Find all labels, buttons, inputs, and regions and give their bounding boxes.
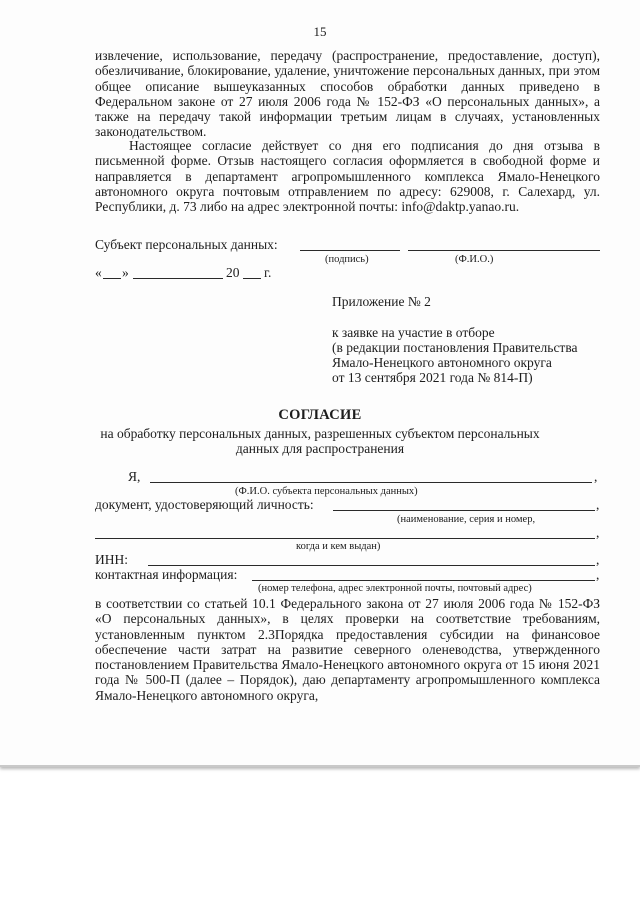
date-month-line: [133, 278, 223, 279]
consent-subtitle-2: данных для распространения: [235, 441, 405, 456]
document-caption: (наименование, серия и номер,: [397, 514, 536, 525]
validity-paragraph: Настоящее согласие действует со дня его подписания до дня отзыва в письменной форме. Отзыв настоящего согласия оформляется в свободной форме и направляется в департамент агропромышленного комплекса Ямало-Ненецкого автономного округа почтовым отправлением по адресу: 629008, г. Салехард, ул. Республики, д. 73 либо на адрес электронной почты: info@daktp.yanao.ru.: [95, 138, 600, 215]
inn-line: [148, 565, 595, 566]
issued-caption: когда и кем выдан): [296, 541, 381, 552]
contact-comma: ,: [596, 567, 600, 582]
page-number: 15: [313, 24, 327, 39]
consent-subtitle-1: на обработку персональных данных, разрешенных субъектом персональных: [100, 426, 540, 441]
inn-label: ИНН:: [95, 552, 128, 567]
date-year-suffix: г.: [264, 265, 272, 280]
fio-caption: (Ф.И.О. субъекта персональных данных): [235, 486, 418, 497]
appendix-line-3: Ямало-Ненецкого автономного округа: [332, 355, 552, 370]
fio-line: [150, 482, 592, 483]
appendix-title: Приложение № 2: [332, 294, 431, 309]
fio-comma: ,: [594, 469, 598, 484]
document-label: документ, удостоверяющий личность:: [95, 497, 314, 512]
signature-caption: (подпись): [325, 254, 369, 265]
appendix-line-4: от 13 сентября 2021 года № 814-П): [332, 370, 533, 385]
date-day-line: [103, 278, 121, 279]
consent-heading: СОГЛАСИЕ: [278, 407, 362, 423]
issued-line: [95, 538, 595, 539]
date-open-quote: «: [95, 265, 102, 280]
contact-label: контактная информация:: [95, 567, 238, 582]
document-line: [333, 510, 595, 511]
date-year-prefix: 20: [226, 265, 240, 280]
issued-comma: ,: [596, 525, 600, 540]
i-label: Я,: [128, 469, 141, 484]
name-line: [408, 250, 600, 251]
contact-caption: (номер телефона, адрес электронной почты, почтовый адрес): [258, 583, 532, 594]
date-close-quote: »: [122, 265, 129, 280]
date-year-line: [243, 278, 261, 279]
appendix-line-1: к заявке на участие в отборе: [332, 325, 495, 340]
intro-paragraph: извлечение, использование, передачу (распространение, предоставление, доступ), обезличивание, блокирование, удаление, уничтожение персональных данных, при этом общее описание вышеуказанных способов обработки данных приведено в Федеральном законе от 27 июля 2006 года № 152-ФЗ «О персональных данных», а также на передачу такой информации третьим лицам в случаях, установленных законодательством.: [95, 48, 600, 140]
consent-body: в соответствии со статьей 10.1 Федерального закона от 27 июля 2006 года № 152-ФЗ «О персональных данных», в целях проверки на соответствие требованиям, установленным пунктом 2.3Порядка предоставления субсидии на финансовое обеспечение части затрат на развитие северного оленеводства, утвержденного постановлением Правительства Ямало-Ненецкого автономного округа от 15 июня 2021 года № 500-П (далее – Порядок), даю департаменту агропромышленного комплекса Ямало-Ненецкого автономного округа,: [95, 596, 600, 703]
name-caption: (Ф.И.О.): [455, 254, 494, 265]
appendix-line-2: (в редакции постановления Правительства: [332, 340, 578, 355]
document-comma: ,: [596, 497, 600, 512]
signature-label: Субъект персональных данных:: [95, 237, 278, 252]
contact-line: [252, 580, 595, 581]
inn-comma: ,: [596, 552, 600, 567]
signature-line: [300, 250, 400, 251]
